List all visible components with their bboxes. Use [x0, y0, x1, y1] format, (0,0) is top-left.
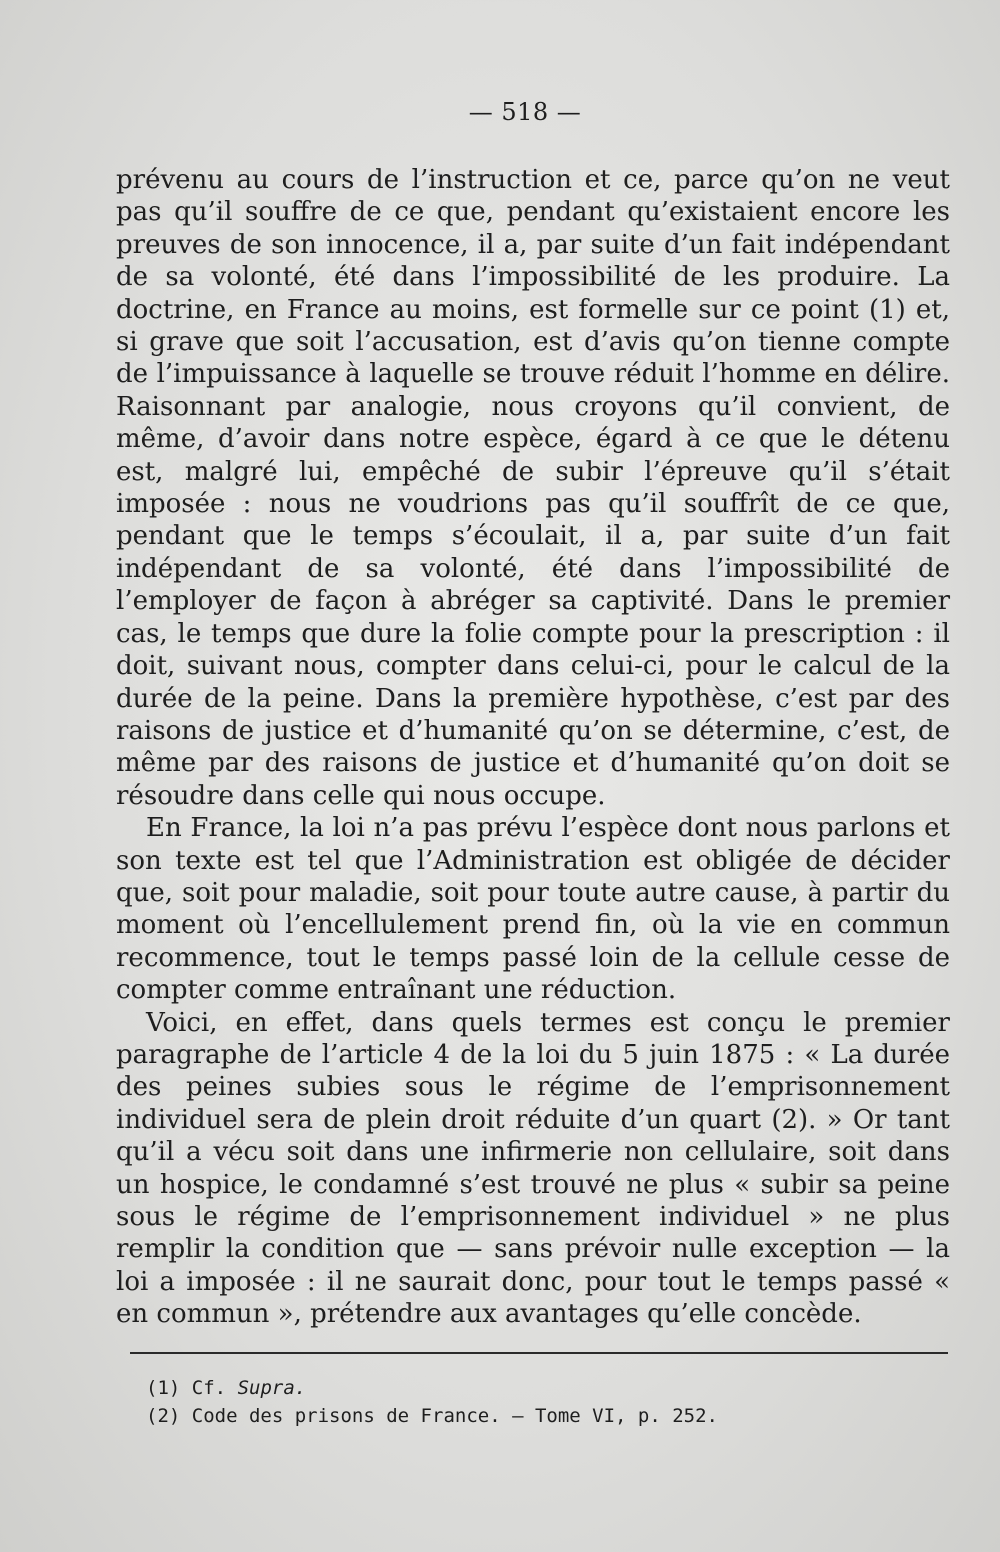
footnote [146, 1374, 846, 1402]
paragraph: Voici, en effet, dans quels termes est conçu le premier paragraphe de l’article 4 de la loi du 5 juin 1875 : « La durée des peines subies sous le régime de l’emprisonnement individuel sera de plein droit réduite d’un quart (2). » Or tant qu’il a vécu soit dans une infirmerie non cellulaire, soit dans un hospice, le condamné s’est trouvé ne plus « subir sa peine sous le régime de l’emprisonnement individuel » ne plus remplir la condition que — sans prévoir nulle exception — la loi a imposée : il ne saurait donc, pour tout le temps passé « en commun », prétendre aux avantages qu’elle concède. [116, 1007, 950, 1330]
footnote-marker: (2) [146, 1405, 181, 1427]
footnotes [146, 1374, 846, 1430]
page-number: — 518 — [468, 98, 582, 126]
footnote-marker: (1) [146, 1377, 181, 1399]
footnote-text: Cf. [191, 1377, 227, 1399]
paragraph: En France, la loi n’a pas prévu l’espèce dont nous parlons et son texte est tel que l’Administration est obligée de décider que, soit pour maladie, soit pour toute autre cause, à partir du moment où l’encellulement prend fin, où la vie en commun recommence, tout le temps passé loin de la cellule cesse de compter comme entraînant une réduction. [116, 813, 950, 1006]
paragraph: prévenu au cours de l’instruction et ce, parce qu’on ne veut pas qu’il souffre de ce que, pendant qu’existaient encore les preuves de son innocence, il a, par suite d’un fait indépendant de sa volonté, été dans l’impossibilité de les produire. La doctrine, en France au moins, est formelle sur ce point (1) et, si grave que soit l’accusation, est d’avis qu’on tienne compte de l’impuissance à laquelle se trouve réduit l’homme en délire. Raisonnant par analogie, nous croyons qu’il convient, de même, d’avoir dans notre espèce, égard à ce que le détenu est, malgré lui, empêché de subir l’épreuve qu’il s’était imposée : nous ne voudrions pas qu’il souffrît de ce que, pendant que le temps s’écoulait, il a, par suite d’un fait indépendant de sa volonté, été dans l’impossibilité de l’employer de façon à abréger sa captivité. Dans le premier cas, le temps que dure la folie compte pour la prescription : il doit, suivant nous, compter dans celui-ci, pour le calcul de la durée de la peine. Dans la première hypothèse, c’est par des raisons de justice et d’humanité qu’on se détermine, c’est, de même par des raisons de justice et d’humanité qu’on doit se résoudre dans celle qui nous occupe. [116, 165, 950, 811]
body-text [116, 164, 950, 1331]
footnote [146, 1402, 846, 1430]
footnote-separator [130, 1352, 948, 1354]
footnote-italic-text: Supra. [237, 1377, 307, 1399]
footnote-text: Code des prisons de France. — Tome VI, p. 252. [191, 1405, 718, 1427]
